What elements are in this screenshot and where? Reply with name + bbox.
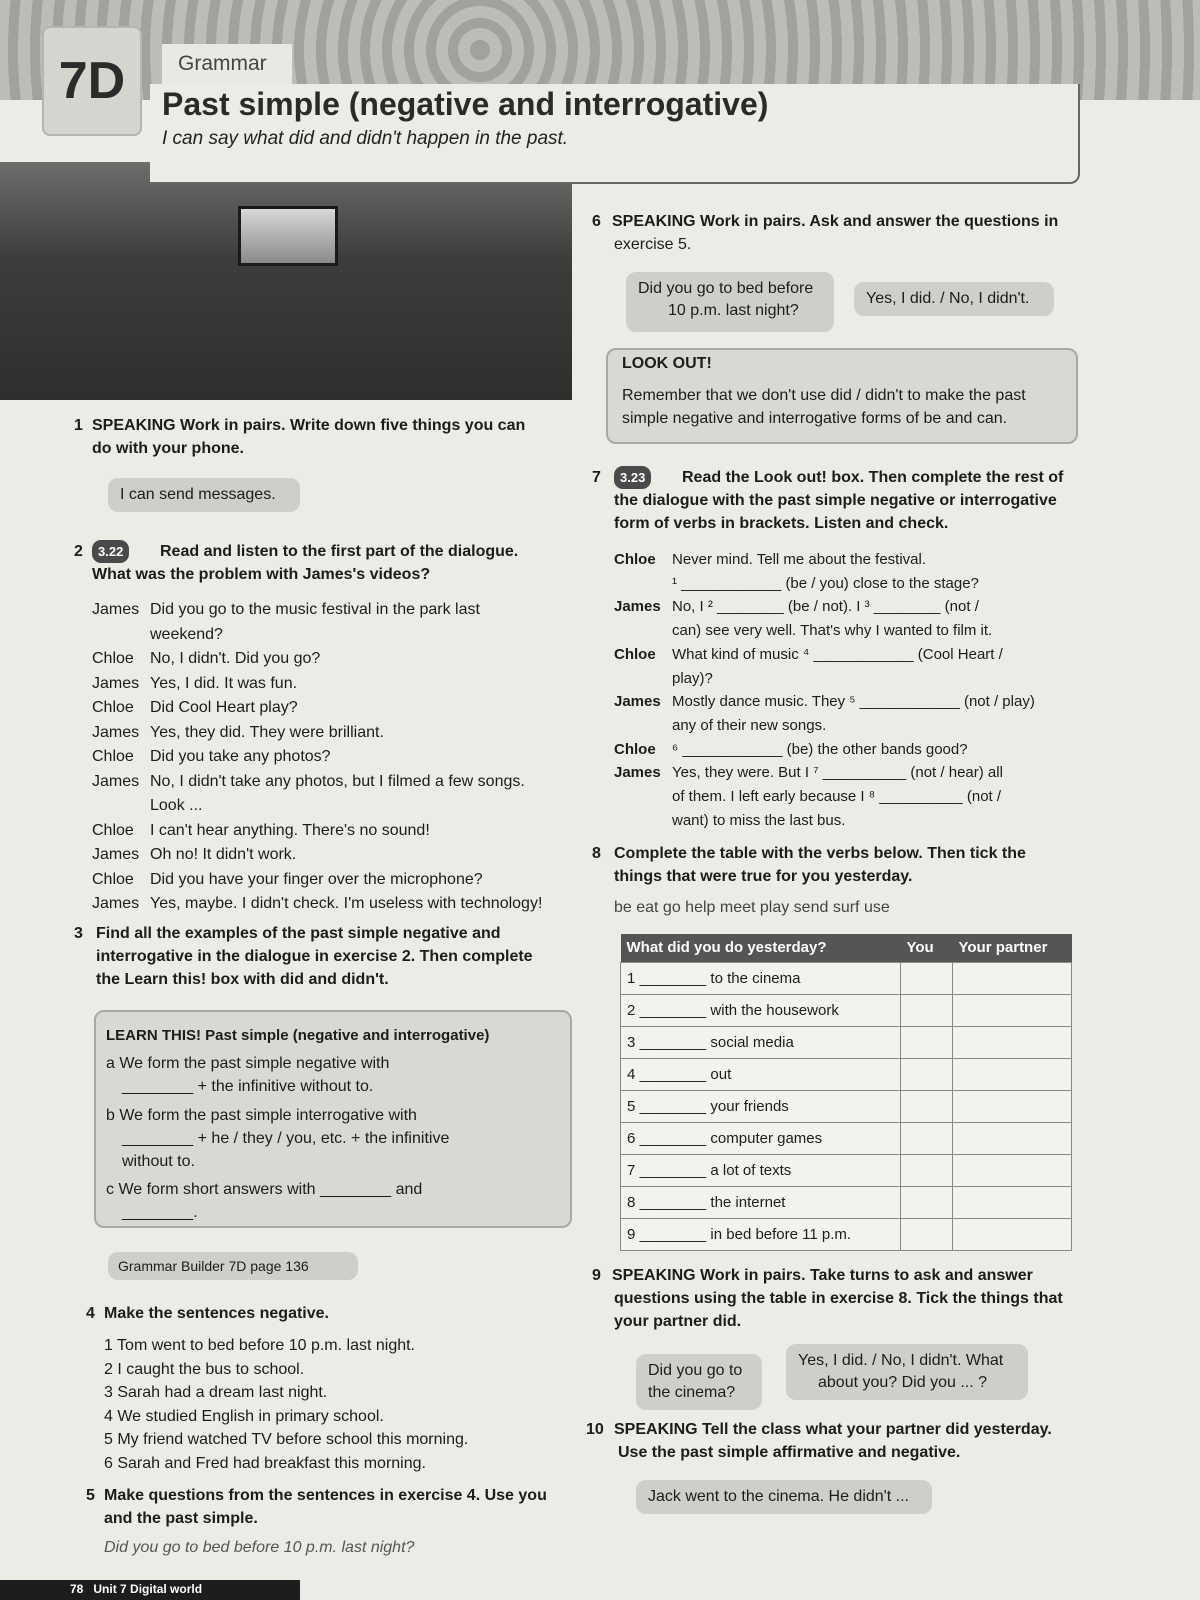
activity-cell: 8 ________ the internet <box>621 1186 901 1218</box>
dialogue-line: of them. I left early because I ⁸ __________ (not / <box>672 788 1002 805</box>
ex6-q1: Did you go to bed before <box>638 280 814 297</box>
learn-rule-c-2: ________. <box>122 1204 198 1221</box>
dialogue-line: any of their new songs. <box>672 716 827 734</box>
dialogue-speaker: Chloe <box>92 870 134 888</box>
dialogue-speaker: Chloe <box>92 821 134 839</box>
page-footer <box>0 1580 300 1600</box>
activity-cell: 7 ________ a lot of texts <box>621 1154 901 1186</box>
dialogue-line: Did you have your finger over the microphone? <box>150 870 483 888</box>
you-tick-cell[interactable] <box>901 994 953 1026</box>
dialogue-speaker: James <box>92 601 140 618</box>
activity-cell: 3 ________ social media <box>621 1026 901 1058</box>
ex8-verb-list: be eat go help meet play send surf use <box>614 899 890 916</box>
learn-rule-b-3: without to. <box>122 1153 195 1170</box>
ex7-number: 7 <box>592 469 601 486</box>
ex1-number: 1 <box>74 417 83 434</box>
partner-tick-cell[interactable] <box>953 962 1072 994</box>
dialogue-line: No, I didn't. Did you go? <box>150 650 321 667</box>
ex9-number: 9 <box>592 1267 601 1284</box>
dialogue-speaker: Chloe <box>614 740 656 758</box>
ex1-instruction-2: do with your phone. <box>92 440 244 457</box>
dialogue-line: Mostly dance music. They ⁵ ____________ (not / play) <box>672 693 1035 711</box>
ex6-line2: exercise 5. <box>614 236 692 253</box>
list-item: 3 Sarah had a dream last night. <box>104 1384 328 1401</box>
ex10-number: 10 <box>586 1421 604 1438</box>
ex9-line2: questions using the table in exercise 8. Tick the things that <box>614 1290 1063 1307</box>
ex7-line3: form of verbs in brackets. Listen and check. <box>614 515 949 532</box>
list-item: 6 Sarah and Fred had breakfast this morning. <box>104 1454 426 1472</box>
section-label: Grammar <box>162 44 292 84</box>
ex5-example: Did you go to bed before 10 p.m. last night? <box>104 1539 415 1556</box>
phone-image <box>238 206 338 266</box>
learn-rule-b-2: ________ + he / they / you, etc. + the infinitive <box>122 1130 450 1147</box>
learn-rule-c: c We form short answers with ________ and <box>106 1181 423 1198</box>
learn-rule-a-2: ________ + the infinitive without to. <box>122 1078 374 1095</box>
dialogue-line: No, I ² ________ (be / not). I ³ ________ (not / <box>672 598 979 616</box>
table-row <box>621 1026 1072 1058</box>
dialogue-line: play)? <box>672 669 713 687</box>
activity-cell: 5 ________ your friends <box>621 1090 901 1122</box>
list-item: 4 We studied English in primary school. <box>104 1407 384 1425</box>
activity-cell: 9 ________ in bed before 11 p.m. <box>621 1218 901 1250</box>
ex9-q2: the cinema? <box>648 1384 736 1401</box>
dialogue-speaker: Chloe <box>614 645 656 663</box>
ex7-line2: the dialogue with the past simple negative or interrogative <box>614 492 1057 509</box>
dialogue-line: Yes, maybe. I didn't check. I'm useless with technology! <box>150 895 543 912</box>
concert-photo <box>0 162 572 400</box>
dialogue-line: can) see very well. That's why I wanted to film it. <box>672 622 993 640</box>
ex6-question-bubble <box>626 272 834 332</box>
table-row <box>621 1154 1072 1186</box>
dialogue-speaker: James <box>614 693 661 711</box>
table-row <box>621 962 1072 994</box>
ex5-line1: Make questions from the sentences in exercise 4. Use you <box>104 1487 547 1504</box>
grammar-builder-link[interactable]: Grammar Builder 7D page 136 <box>108 1252 358 1280</box>
partner-tick-cell[interactable] <box>953 1058 1072 1090</box>
partner-tick-cell[interactable] <box>953 1026 1072 1058</box>
dialogue-line: ¹ ____________ (be / you) close to the stage? <box>672 574 979 592</box>
col-activity: What did you do yesterday? <box>621 934 901 962</box>
table-header-row <box>621 934 1072 962</box>
table-row <box>621 994 1072 1026</box>
partner-tick-cell[interactable] <box>953 1186 1072 1218</box>
dialogue-line: I can't hear anything. There's no sound! <box>150 821 430 839</box>
dialogue-speaker: Chloe <box>92 650 134 667</box>
ex9-question-bubble <box>636 1354 762 1410</box>
dialogue-line: No, I didn't take any photos, but I filmed a few songs. <box>150 772 525 790</box>
dialogue-speaker: Chloe <box>92 748 134 765</box>
ex1-speech-bubble: I can send messages. <box>108 478 300 512</box>
you-tick-cell[interactable] <box>901 1154 953 1186</box>
dialogue-speaker: James <box>614 764 661 782</box>
look-out-title: LOOK OUT! <box>622 355 712 372</box>
dialogue-line: Oh no! It didn't work. <box>150 846 297 863</box>
ex9-line3: your partner did. <box>614 1313 742 1330</box>
ex3-line1: Find all the examples of the past simple negative and <box>96 925 501 942</box>
ex3-line3: the Learn this! box with did and didn't. <box>96 971 389 988</box>
partner-tick-cell[interactable] <box>953 1218 1072 1250</box>
ex2-question: What was the problem with James's videos? <box>92 566 431 583</box>
dialogue-line: Yes, they were. But I ⁷ __________ (not / hear) all <box>672 764 1003 782</box>
you-tick-cell[interactable] <box>901 1122 953 1154</box>
dialogue-speaker: James <box>92 846 140 863</box>
ex2-instruction: Read and listen to the first part of the dialogue. <box>160 543 519 560</box>
ex9-q1: Did you go to <box>648 1362 743 1379</box>
dialogue-line: want) to miss the last bus. <box>672 811 846 829</box>
ex1-instruction: SPEAKING Work in pairs. Write down five things you can <box>92 417 526 434</box>
partner-tick-cell[interactable] <box>953 1154 1072 1186</box>
dialogue-speaker: James <box>614 598 661 616</box>
you-tick-cell[interactable] <box>901 1026 953 1058</box>
you-tick-cell[interactable] <box>901 1218 953 1250</box>
ex7-audio-badge <box>614 466 651 489</box>
you-tick-cell[interactable] <box>901 1090 953 1122</box>
unit-name: Unit 7 Digital world <box>93 1582 203 1596</box>
dialogue-line: Did you go to the music festival in the park last <box>150 601 480 618</box>
page-title: Past simple (negative and interrogative) <box>162 86 769 122</box>
ex10-line1: SPEAKING Tell the class what your partner did yesterday. <box>614 1421 1052 1438</box>
you-tick-cell[interactable] <box>901 1186 953 1218</box>
dialogue-line: ⁶ ____________ (be) the other bands good? <box>672 740 968 758</box>
dialogue-line: weekend? <box>150 625 223 643</box>
dialogue-line: Never mind. Tell me about the festival. <box>672 551 927 568</box>
table-row <box>621 1090 1072 1122</box>
you-tick-cell[interactable] <box>901 962 953 994</box>
look-out-line1: Remember that we don't use did / didn't to make the past <box>622 387 1026 404</box>
ex9-answer-bubble <box>786 1344 1028 1400</box>
audio-track[interactable]: 3.22 <box>92 540 129 563</box>
list-item: 5 My friend watched TV before school this morning. <box>104 1431 469 1448</box>
ex3-number: 3 <box>74 925 83 942</box>
table-row <box>621 1186 1072 1218</box>
activity-cell: 2 ________ with the housework <box>621 994 901 1026</box>
ex6-answer-bubble: Yes, I did. / No, I didn't. <box>854 282 1054 316</box>
look-out-line2: simple negative and interrogative forms of be and can. <box>622 410 1008 427</box>
ex9-a1: Yes, I did. / No, I didn't. What <box>798 1352 1004 1369</box>
partner-tick-cell[interactable] <box>953 1122 1072 1154</box>
ex10-speech-bubble: Jack went to the cinema. He didn't ... <box>636 1480 932 1514</box>
ex8-line1: Complete the table with the verbs below. Then tick the <box>614 845 1026 862</box>
ex6-number: 6 <box>592 213 601 230</box>
dialogue-line: What kind of music ⁴ ____________ (Cool Heart / <box>672 645 1003 663</box>
ex2-number: 2 <box>74 543 83 560</box>
ex7-line1: Read the Look out! box. Then complete the rest of <box>682 469 1064 486</box>
activity-cell: 1 ________ to the cinema <box>621 962 901 994</box>
ex5-line2: and the past simple. <box>104 1510 258 1527</box>
ex4-title: Make the sentences negative. <box>104 1305 329 1322</box>
list-item: 2 I caught the bus to school. <box>104 1360 305 1378</box>
dialogue-line: Did Cool Heart play? <box>150 699 298 716</box>
page-number: 78 <box>70 1582 84 1596</box>
learn-this-title: LEARN THIS! Past simple (negative and interrogative) <box>106 1027 490 1044</box>
table-row <box>621 1122 1072 1154</box>
activities-table <box>620 934 1072 1251</box>
dialogue-speaker: James <box>92 772 140 790</box>
unit-badge: 7D <box>42 26 142 136</box>
ex2-audio-badge <box>92 540 129 563</box>
ex5-number: 5 <box>86 1487 95 1504</box>
dialogue-line: Did you take any photos? <box>150 748 331 765</box>
ex9-a2: about you? Did you ... ? <box>818 1374 987 1391</box>
dialogue-line: Yes, I did. It was fun. <box>150 674 298 692</box>
col-you: You <box>901 934 953 962</box>
ex4-number: 4 <box>86 1305 95 1322</box>
partner-tick-cell[interactable] <box>953 994 1072 1026</box>
dialogue-line: Look ... <box>150 797 203 814</box>
table-row <box>621 1218 1072 1250</box>
ex8-line2: things that were true for you yesterday. <box>614 868 913 885</box>
partner-tick-cell[interactable] <box>953 1090 1072 1122</box>
dialogue-speaker: James <box>92 895 140 912</box>
activity-cell: 4 ________ out <box>621 1058 901 1090</box>
you-tick-cell[interactable] <box>901 1058 953 1090</box>
ex6-q2: 10 p.m. last night? <box>668 302 799 319</box>
ex8-number: 8 <box>592 845 601 862</box>
dialogue-speaker: Chloe <box>614 551 656 568</box>
dialogue-speaker: James <box>92 723 140 741</box>
ex3-line2: interrogative in the dialogue in exercise 2. Then complete <box>96 948 533 965</box>
activity-cell: 6 ________ computer games <box>621 1122 901 1154</box>
audio-track-2[interactable]: 3.23 <box>614 466 651 489</box>
page-subtitle: I can say what did and didn't happen in the past. <box>162 128 569 149</box>
learn-rule-a: a We form the past simple negative with <box>106 1055 390 1072</box>
ex6-line1: SPEAKING Work in pairs. Ask and answer the questions in <box>612 213 1059 230</box>
dialogue-speaker: James <box>92 674 140 692</box>
list-item: 1 Tom went to bed before 10 p.m. last night. <box>104 1337 415 1354</box>
dialogue-line: Yes, they did. They were brilliant. <box>150 723 384 741</box>
ex10-line2: Use the past simple affirmative and negative. <box>618 1444 961 1461</box>
learn-rule-b: b We form the past simple interrogative with <box>106 1107 417 1124</box>
dialogue-speaker: Chloe <box>92 699 134 716</box>
col-partner: Your partner <box>953 934 1072 962</box>
ex9-line1: SPEAKING Work in pairs. Take turns to ask and answer <box>612 1267 1033 1284</box>
table-row <box>621 1058 1072 1090</box>
